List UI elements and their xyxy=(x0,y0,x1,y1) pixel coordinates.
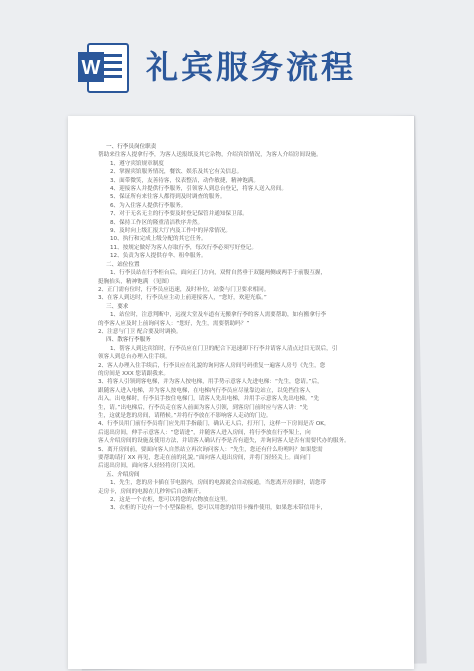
text-line: 挺胸抬头，精神饱满 （见图） xyxy=(98,278,173,285)
text-line: 1、站位时，注意判断中，远视大堂及车道有无搬拿行李的客人需要帮助，如有搬拿行李 xyxy=(110,312,327,319)
text-line: 领客人到总台办理入住手续。 xyxy=(98,354,171,361)
text-line: 12、负责为客人提供存伞、租伞服务。 xyxy=(110,253,207,260)
text-line: 客人介绍房间的设施及使用方法，并请客人确认行李是否有遗失，并询问客人是否有需要代办的服务。 xyxy=(98,438,350,445)
text-line: 跟随客人进入电梯，并为客人按电梯，在电梯内行李员应尽量靠边站立，以免挡住客人 xyxy=(98,387,311,394)
page-title: 礼宾服务流程 xyxy=(146,48,357,86)
text-line: 5、离开房间前，要面向客人自然站立再次询问客人：“先生，您还有什么吩咐吗？如果您需 xyxy=(98,446,323,453)
text-line: 11、按规定做好为客人存取行李，每次行李必须写好登记。 xyxy=(110,244,257,251)
word-document-icon xyxy=(74,38,134,98)
text-line: 的李客人应及时上前询问客人：“您好，先生，需要帮助吗？” xyxy=(98,320,250,327)
text-line: 5、保证所有来往客人都得到及时调查的服务。 xyxy=(110,194,226,201)
text-line: 4、迎接客人并提供行李服务，引领客人到总台登记，将客人送入房间。 xyxy=(110,186,287,193)
text-line: 1、帮客人到达宾馆时，行李员应在门卫的配合下迅速卸下行李并请客人清点过目无误后，引 xyxy=(110,345,338,352)
text-line: 2、注意与门卫 配合要及时调换。 xyxy=(98,328,182,335)
svg-text:W: W xyxy=(81,57,101,79)
document-body xyxy=(68,116,414,513)
section-heading: 五、介绍房间 xyxy=(106,471,140,478)
text-line: 3、将客人引领到客电梯，并为客人按电梯，用手势示意客人先进电梯：“先生，您请。”后， xyxy=(98,379,323,386)
text-line: 2、这是一个衣柜，您可以将您的衣物放在这里。 xyxy=(110,497,232,504)
section-heading: 二、站位位置 xyxy=(106,261,140,268)
text-line: 8、保持工作区的隆重清洁秩序井然。 xyxy=(110,219,204,226)
text-line: 1、行李员站在行李柜台后，面向正门方向，双臂自然垂于双腿两侧或两手于前腹互握， xyxy=(110,270,327,277)
text-line: 1、先生，您的房卡插在节电器内，房间的电源就会自动接通，当您离开房间时，请您带 xyxy=(110,480,327,487)
section-heading: 三、要求 xyxy=(106,303,129,310)
document-page xyxy=(68,116,414,669)
header xyxy=(0,0,474,120)
section-heading: 四、散客行李服务 xyxy=(106,337,151,344)
text-line: 1、遵守宾馆规章制度 xyxy=(110,160,164,167)
text-line: 后退出房间，面向客人轻轻将房门关闭。 xyxy=(98,463,199,470)
text-line: 后退出房间，伸手示意客人：“您请进”，并随客人进入房间，将行李放在行李架上，向 xyxy=(98,429,311,436)
text-line: 3、在客人到达时，行李员应主动上前迎接客人，“您好，欢迎光临。” xyxy=(98,295,267,302)
text-line: 3、面带微笑，友善待客，仪表整洁，动作敏捷，精神饱满。 xyxy=(110,177,259,184)
text-line: 生，这就是您的房间，请稍候。”并将行李放在不影响客人走动的门边。 xyxy=(98,413,272,419)
text-line: 走房卡，房间的电源在几秒钟后自动断开。 xyxy=(98,488,205,495)
text-line: 要帮助请打 XX 再见，您走在前的礼貌。”面向客人退出房间，并将门轻轻关上。面向门 xyxy=(98,455,311,462)
text-line: 2、正门需有位时，行李员应迅速，及时补位，站姿与门卫要求相同。 xyxy=(98,286,270,293)
text-line: 10、执行和完成上级分配的其它任务。 xyxy=(110,236,207,243)
text-line: 7、对于无名无主的行李要及时登记保管并通知保卫部。 xyxy=(110,211,248,218)
text-line: 3、衣柜的下边有一个小型保险柜，您可以用您的信用卡操作使用，如果您未带信用卡， xyxy=(110,505,327,512)
text-line: 的房间是 XXX 您请跟我来。 xyxy=(98,370,169,377)
text-line: 2、客人办理入住手续后，行李员应在礼貌的询问客人房间号码重复一遍客人房号《先生，您 xyxy=(98,362,326,369)
text-line: 帮助来往客人提拿行李，为客人送报纸及其它杂物，介绍宾馆情况，为客人介绍房间设施。 xyxy=(98,152,322,159)
text-line: 生，请。”出电梯后，行李员走在客人前面为客人引领，到客房门前时应与客人讲：“先 xyxy=(98,404,308,411)
text-line: 4、行李员用门前行李员将门应先用手指敲门，确认无人后，打开门，这样一下房间是否 OK， xyxy=(98,421,330,428)
section-heading: 一、行李员岗位职责 xyxy=(106,144,157,150)
text-line: 2、掌握宾馆服务情况，餐饮、娱乐及其它有关信息。 xyxy=(110,169,243,176)
text-line: 出入。出电梯时，行李员手按住电梯门，请客人先出电梯，并用手示意客人先出电梯。“先 xyxy=(98,396,320,403)
text-line: 6、为入住客人提供行李服务。 xyxy=(110,202,187,209)
text-line: 9、及时向上级汇报大厅内及工作中的异常情况。 xyxy=(110,228,232,235)
